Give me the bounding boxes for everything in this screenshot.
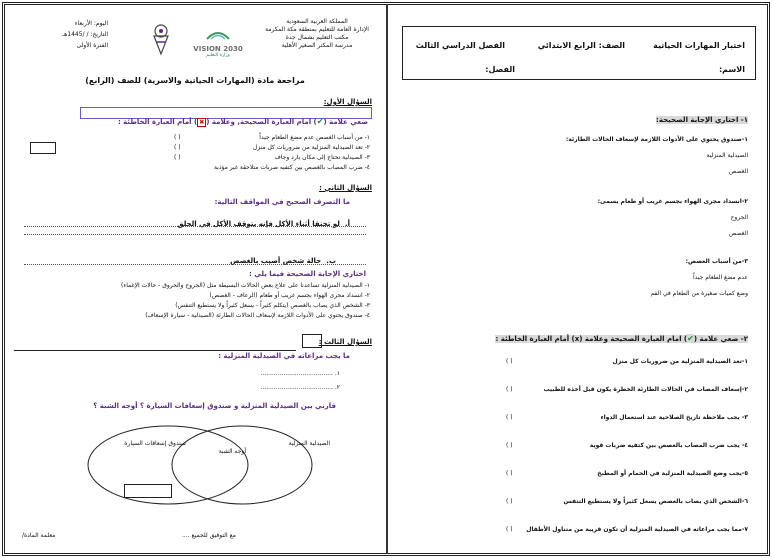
- answer-line[interactable]: [24, 264, 366, 265]
- class-label[interactable]: الفصل:: [485, 65, 515, 74]
- answer-parens[interactable]: ( ): [506, 358, 513, 365]
- answer-parens[interactable]: ( ): [174, 144, 181, 151]
- q1-instruction-c: ) أمام العبارة الخاطئة :: [117, 118, 198, 126]
- item-label: أ.: [344, 220, 350, 228]
- q3-heading: السؤال الثالث :: [318, 338, 372, 346]
- header-line: المملكة العربية السعودية: [286, 18, 348, 25]
- school-header: [262, 18, 372, 50]
- list-item: ٣- الشخص الذي يصاب بالغصص (يتكلم كثيراً - يسعل كثيراً ولا يستطيع التنفس): [175, 302, 370, 309]
- answer-parens[interactable]: ( ): [506, 414, 513, 421]
- ministry-logo-text: وزارة التعليم: [206, 53, 230, 58]
- item-label: ب.: [326, 257, 336, 265]
- exam-grade: الصف: الرابع الابتدائي: [537, 41, 625, 50]
- q1-group: [598, 198, 748, 238]
- q2-item-a: [177, 211, 350, 230]
- answer-parens[interactable]: ( ): [174, 134, 181, 141]
- list-item: ٦-الشخص الذي يصاب بالغصص يسعل كثيراً ولا يستطيع التنفس: [563, 498, 748, 505]
- item-text: حالة شخص أصيب بالغصص: [230, 257, 322, 265]
- venn-middle-label: أوجه الشبة: [218, 448, 246, 455]
- q2-list: [526, 358, 748, 554]
- q1-answer-parens: [174, 134, 181, 162]
- q2-heading-a: ٢- ضعي علامة (: [693, 335, 748, 343]
- venn-left-label: صندوق إسعافات السيارة: [124, 440, 186, 447]
- answer-parens[interactable]: ( ): [506, 442, 513, 449]
- period-label: الفترة الأولى: [76, 42, 108, 49]
- q1-instruction-box: [80, 107, 372, 126]
- list-item: ٤- ضرب المصاب بالغصص بين كتفيه ضربات متلاحقة غير مؤذية: [213, 164, 370, 171]
- list-item: ٣- الصيدلية تحتاج إلى مكان بارد وجاف: [274, 154, 370, 161]
- question-text: ٢-انسداد مجرى الهواء بجسم غريب أو طعام يسمى:: [597, 198, 748, 205]
- answer-parens[interactable]: ( ): [506, 498, 513, 505]
- venn-right-label: الصيدلية المنزلية: [288, 440, 330, 447]
- review-title: مراجعة مادة (المهارات الحياتية والاسرية) للصف (الرابع): [85, 76, 305, 85]
- answer-parens[interactable]: ( ): [506, 526, 513, 533]
- answer-box[interactable]: [124, 484, 172, 498]
- list-item: ٤- صندوق يحتوي على الأدوات اللازمة لإسعاف الحالات الطارئة (الصيدلية - سيارة الإسعاف): [145, 312, 370, 319]
- q1-group: [566, 136, 748, 176]
- q2-choice-list: [121, 282, 370, 320]
- option[interactable]: الغصص: [729, 230, 748, 237]
- student-name-label[interactable]: الاسم:: [718, 65, 745, 74]
- q2-instruction: ما التصرف الصحيح في المواقف التالية:: [214, 198, 350, 206]
- list-item: ٢-إسعاف المصاب في الحالات الطارئة الخطرة يكون قبل أخذه للطبيب: [543, 386, 748, 393]
- venn-diagram: [84, 424, 314, 506]
- q2-answer-parens: [506, 358, 513, 554]
- answer-parens[interactable]: ( ): [506, 386, 513, 393]
- header-line: الإدارة العامة للتعليم بمنطقة مكة المكرمة: [265, 26, 369, 33]
- option[interactable]: عدم مضغ الطعام جيداً: [693, 274, 748, 281]
- list-item: ١-تعد الصيدلية المنزلية من ضروريات كل منزل: [612, 358, 748, 365]
- answer-parens[interactable]: ( ): [174, 154, 181, 161]
- question-text: ١-صندوق يحتوي على الأدوات اللازمة لإسعاف الحالات الطارئة:: [565, 136, 748, 143]
- option[interactable]: الصيدلية المنزلية: [706, 152, 748, 159]
- vision-logo-icon: [205, 29, 231, 41]
- answer-line[interactable]: ١. ......................................: [260, 370, 340, 377]
- q2-choice-instruction: اختاري الإجابة الصحيحة فيما يلي :: [249, 270, 366, 278]
- answer-line[interactable]: [24, 234, 366, 235]
- list-item: ١- من أسباب الغصص عدم مضغ الطعام جيداً: [259, 134, 370, 141]
- list-item: ١- الصيدلية المنزلية تساعدنا على علاج بعض الحالات البسيطة مثل (الجروح والحروق - حالات الإغماء): [121, 282, 370, 289]
- vision-logo-text: VISION 2030: [193, 45, 243, 53]
- date-label: التاريخ: / /1445هـ: [62, 31, 108, 38]
- option[interactable]: الغصص: [729, 168, 748, 175]
- exam-sheet: [396, 8, 762, 548]
- footer-teacher: معلمة المادة/: [22, 532, 56, 539]
- venn-right-circle: [172, 426, 312, 504]
- option[interactable]: الجروح: [730, 214, 748, 221]
- header-line: مدرسة المكتر الصغير الأهلية: [281, 42, 353, 49]
- q2-heading-c: ) أمام العبارة الخاطئة :: [495, 335, 575, 343]
- answer-line[interactable]: ٢. ......................................: [260, 384, 340, 391]
- exam-title: اختبار المهارات الحياتية: [653, 41, 745, 50]
- list-item: ٤- يجب ضرب المصاب بالغصص بين كتفيه ضربات قوية: [589, 442, 748, 449]
- section-rule: [14, 350, 296, 351]
- check-icon: ✔: [687, 334, 694, 343]
- q1-list: [214, 134, 370, 172]
- vision-2030-logo: [188, 26, 248, 56]
- q1-heading: [656, 116, 748, 125]
- q1-heading-text: ١- اختاري الإجابة الصحيحة:: [656, 116, 748, 124]
- list-item: ٧-مما يجب مراعاته في الصيدلية المنزلية أن تكون قريبة من متناول الأطفال: [526, 526, 748, 533]
- q1-group: [650, 258, 748, 298]
- q3-instruction: ما يجب مراعاته في الصيدلية المنزلية :: [218, 352, 350, 360]
- q1-instruction-b: ) امام العبارة الصحيحة, وعلامة (: [206, 118, 317, 126]
- footer-wishes: مع التوفيق للجميع ....: [181, 532, 236, 539]
- emblem-icon: [146, 22, 176, 56]
- q2-heading: السؤال الثاني :: [319, 184, 372, 192]
- list-item: ٣- يجب ملاحظة تاريخ الصلاحية عند استعمال الدواء: [600, 414, 748, 421]
- q1-instruction-a: ضعي علامة (: [323, 118, 368, 126]
- score-box: [302, 334, 322, 348]
- answer-parens[interactable]: ( ): [506, 470, 513, 477]
- item-text: لو تخنقا أثناء الأكل فإنه يتوقف الأكل في الحلق: [177, 220, 340, 228]
- score-box: [30, 142, 56, 154]
- check-icon: ✔: [316, 117, 324, 126]
- cross-icon: ✖: [199, 119, 205, 126]
- q2-heading-b: ) امام العبارة الصحيحة وعلامة (: [579, 335, 688, 343]
- school-emblem: [146, 22, 176, 56]
- compare-question: قارني بين الصيدلية المنزلية و صندوق إسعافات السيارة ؟ أوجه الشبة ؟: [93, 402, 336, 410]
- page-divider: [386, 4, 388, 554]
- day-label: اليوم: الأربعاء: [74, 20, 108, 27]
- header-line: مكتب التعليم بشمال جدة: [285, 34, 349, 41]
- option[interactable]: وضع كميات صغيرة من الطعام في الفم: [650, 290, 748, 297]
- list-item: ٥-يجب وضع الصيدلية المنزلية في الحمام أو المطبخ: [597, 470, 748, 477]
- q2-heading: [495, 326, 748, 345]
- cross-icon: x: [574, 335, 580, 343]
- exam-term: الفصل الدراسي الثالث: [415, 41, 505, 50]
- date-header: [18, 20, 108, 50]
- list-item: ٢- تعد الصيدلية المنزلية من ضروريات كل منزل: [252, 144, 370, 151]
- review-sheet: [14, 12, 376, 546]
- answer-line[interactable]: [24, 226, 366, 227]
- question-text: ٣-من أسباب الغصص:: [685, 258, 748, 265]
- list-item: ٢- انسداد مجرى الهواء بجسم غريب أو طعام (الرعاف - الغصص): [209, 292, 370, 299]
- q1-heading: السؤال الأول:: [323, 98, 372, 106]
- exam-header-box: [402, 26, 756, 80]
